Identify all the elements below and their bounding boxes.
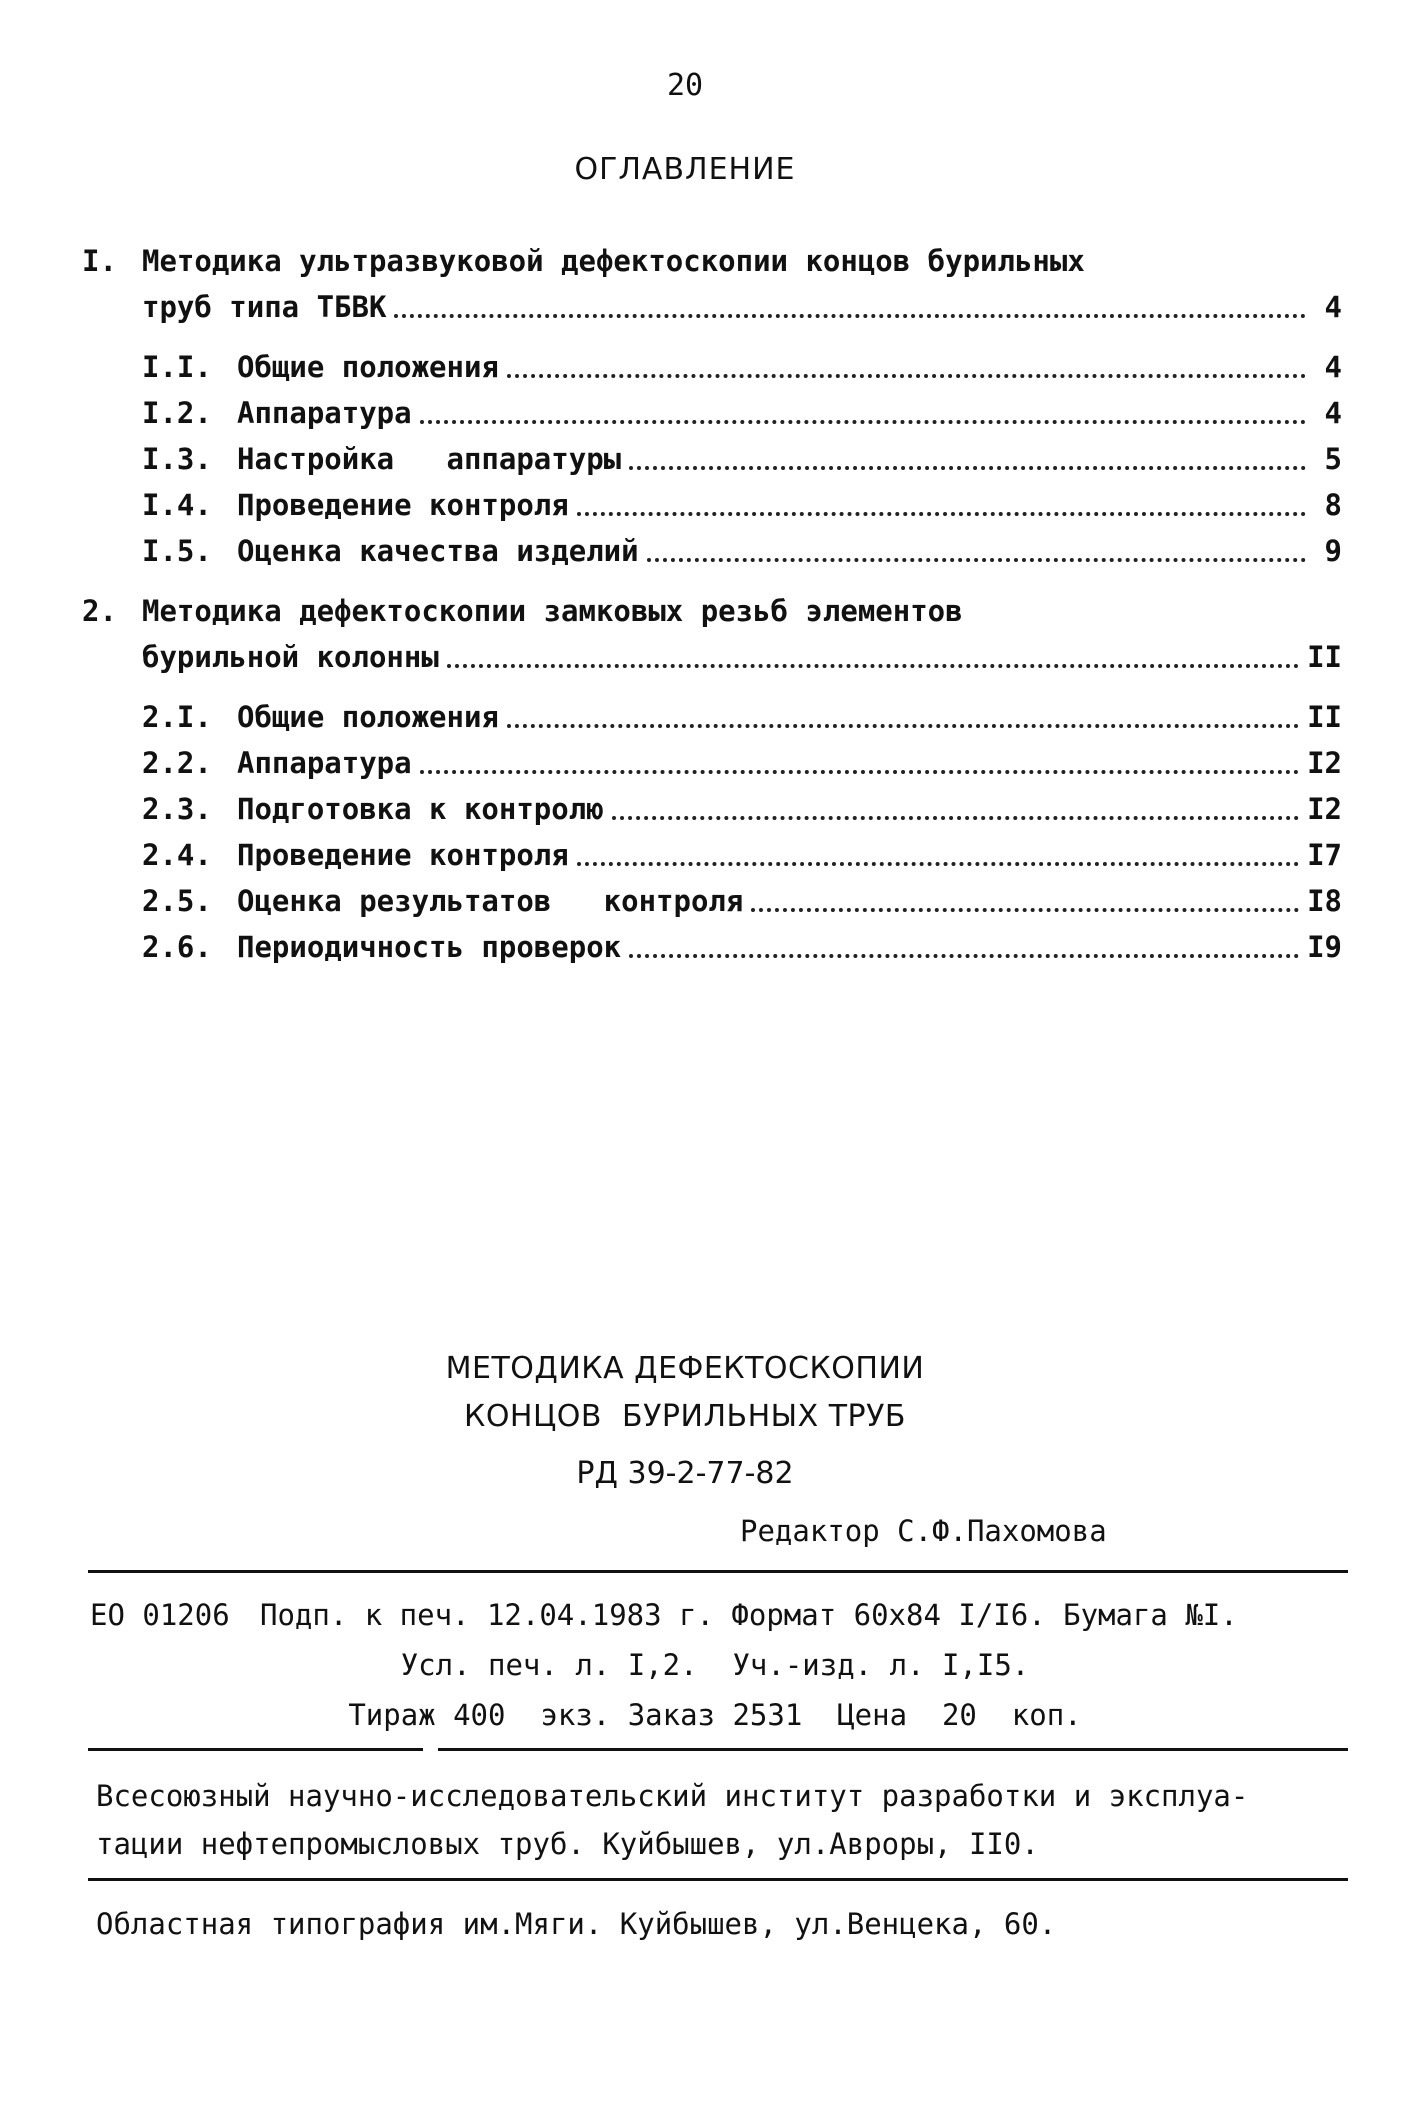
publisher-info bbox=[96, 1772, 1346, 1868]
toc-section-title: Методика дефектоскопии замковых резьб элементов bbox=[142, 594, 963, 628]
publisher-line: Всесоюзный научно-исследовательский институт разработки и эксплуа- bbox=[96, 1779, 1249, 1813]
toc-page-number: 5 bbox=[1324, 442, 1342, 476]
toc-item bbox=[82, 528, 1342, 574]
toc-section-title: труб типа ТБВК bbox=[142, 290, 387, 324]
toc-item-title: Оценка качества изделий bbox=[237, 534, 639, 568]
toc-item bbox=[82, 436, 1342, 482]
toc-item-number: 2.5. bbox=[142, 884, 212, 918]
toc-section-number: I. bbox=[82, 244, 117, 278]
printer-info: Областная типография им.Мяги. Куйбышев, ул.Венцека, 60. bbox=[96, 1907, 1057, 1941]
toc-item-number: I.I. bbox=[142, 350, 212, 384]
toc-page-number: 4 bbox=[1324, 396, 1342, 430]
toc-item bbox=[82, 344, 1342, 390]
dot-leader bbox=[577, 512, 1306, 516]
divider bbox=[438, 1748, 1348, 1751]
toc-item-number: 2.6. bbox=[142, 930, 212, 964]
dot-leader bbox=[612, 816, 1299, 820]
toc-page-number: 4 bbox=[1324, 290, 1342, 324]
editor-credit: Редактор С.Ф.Пахомова bbox=[740, 1514, 1107, 1548]
toc-item-number: I.4. bbox=[142, 488, 212, 522]
dot-leader bbox=[447, 664, 1299, 668]
dot-leader bbox=[420, 420, 1306, 424]
publisher-line: тации нефтепромысловых труб. Куйбышев, ул.Авроры, II0. bbox=[96, 1827, 1039, 1861]
toc-item-title: Общие положения bbox=[237, 700, 499, 734]
toc-section-title: бурильной колонны bbox=[142, 640, 439, 674]
print-data-line bbox=[90, 1590, 1340, 1640]
divider bbox=[88, 1878, 1348, 1881]
toc-page-number: 4 bbox=[1324, 350, 1342, 384]
toc-item bbox=[82, 390, 1342, 436]
toc-item-title: Подготовка к контролю bbox=[237, 792, 604, 826]
print-data-line: Усл. печ. л. I,2. Уч.-изд. л. I,I5. bbox=[400, 1648, 1030, 1682]
dot-leader bbox=[577, 862, 1299, 866]
dot-leader bbox=[647, 558, 1306, 562]
dot-leader bbox=[394, 314, 1306, 318]
toc-page-number: II bbox=[1307, 640, 1342, 674]
toc-page-number: I7 bbox=[1307, 838, 1342, 872]
toc-section-heading bbox=[82, 588, 1342, 634]
toc-item bbox=[82, 694, 1342, 740]
toc-page-number: 9 bbox=[1324, 534, 1342, 568]
print-data-line: Тираж 400 экз. Заказ 2531 Цена 20 коп. bbox=[348, 1698, 1082, 1732]
toc-page-number: 8 bbox=[1324, 488, 1342, 522]
toc-item-number: I.5. bbox=[142, 534, 212, 568]
toc-item-number: I.3. bbox=[142, 442, 212, 476]
toc-item-number: 2.4. bbox=[142, 838, 212, 872]
toc-item-number: I.2. bbox=[142, 396, 212, 430]
dot-leader bbox=[507, 724, 1299, 728]
toc-section-heading bbox=[82, 238, 1342, 284]
toc-item bbox=[82, 740, 1342, 786]
toc-title: ОГЛАВЛЕНИЕ bbox=[574, 152, 796, 187]
table-of-contents bbox=[82, 238, 1342, 970]
toc-page-number: I8 bbox=[1307, 884, 1342, 918]
print-code: ЕО 01206 bbox=[90, 1598, 230, 1632]
divider bbox=[88, 1570, 1348, 1573]
toc-item-title: Периодичность проверок bbox=[237, 930, 622, 964]
toc-item-title: Аппаратура bbox=[237, 746, 412, 780]
page-number: 20 bbox=[666, 68, 704, 103]
dot-leader bbox=[629, 954, 1299, 958]
toc-item bbox=[82, 786, 1342, 832]
toc-page-number: I2 bbox=[1307, 746, 1342, 780]
toc-item-title: Аппаратура bbox=[237, 396, 412, 430]
dot-leader bbox=[629, 466, 1306, 470]
divider bbox=[88, 1748, 423, 1751]
toc-page-number: II bbox=[1307, 700, 1342, 734]
toc-item bbox=[82, 832, 1342, 878]
toc-section-heading-continued bbox=[82, 284, 1342, 330]
toc-item bbox=[82, 924, 1342, 970]
toc-page-number: I9 bbox=[1307, 930, 1342, 964]
colophon-title-line: КОНЦОВ БУРИЛЬНЫХ ТРУБ bbox=[464, 1399, 906, 1434]
toc-section-heading-continued bbox=[82, 634, 1342, 680]
document-code: РД 39-2-77-82 bbox=[576, 1456, 794, 1491]
toc-item-title: Проведение контроля bbox=[237, 838, 569, 872]
print-details: Подп. к печ. 12.04.1983 г. Формат 60х84 I/I6. Бумага №I. bbox=[260, 1598, 1238, 1632]
colophon-title-line: МЕТОДИКА ДЕФЕКТОСКОПИИ bbox=[445, 1351, 925, 1386]
toc-page-number: I2 bbox=[1307, 792, 1342, 826]
toc-section-title: Методика ультразвуковой дефектоскопии концов бурильных bbox=[142, 244, 1085, 278]
toc-item-title: Общие положения bbox=[237, 350, 499, 384]
toc-item-number: 2.I. bbox=[142, 700, 212, 734]
toc-item-number: 2.3. bbox=[142, 792, 212, 826]
toc-item-title: Настройка аппаратуры bbox=[237, 442, 622, 476]
colophon-title bbox=[0, 1345, 1370, 1441]
toc-section-number: 2. bbox=[82, 594, 117, 628]
dot-leader bbox=[751, 908, 1299, 912]
toc-item bbox=[82, 878, 1342, 924]
print-data bbox=[90, 1590, 1340, 1740]
dot-leader bbox=[420, 770, 1299, 774]
dot-leader bbox=[507, 374, 1306, 378]
toc-item-title: Оценка результатов контроля bbox=[237, 884, 744, 918]
toc-item-number: 2.2. bbox=[142, 746, 212, 780]
toc-item bbox=[82, 482, 1342, 528]
toc-item-title: Проведение контроля bbox=[237, 488, 569, 522]
